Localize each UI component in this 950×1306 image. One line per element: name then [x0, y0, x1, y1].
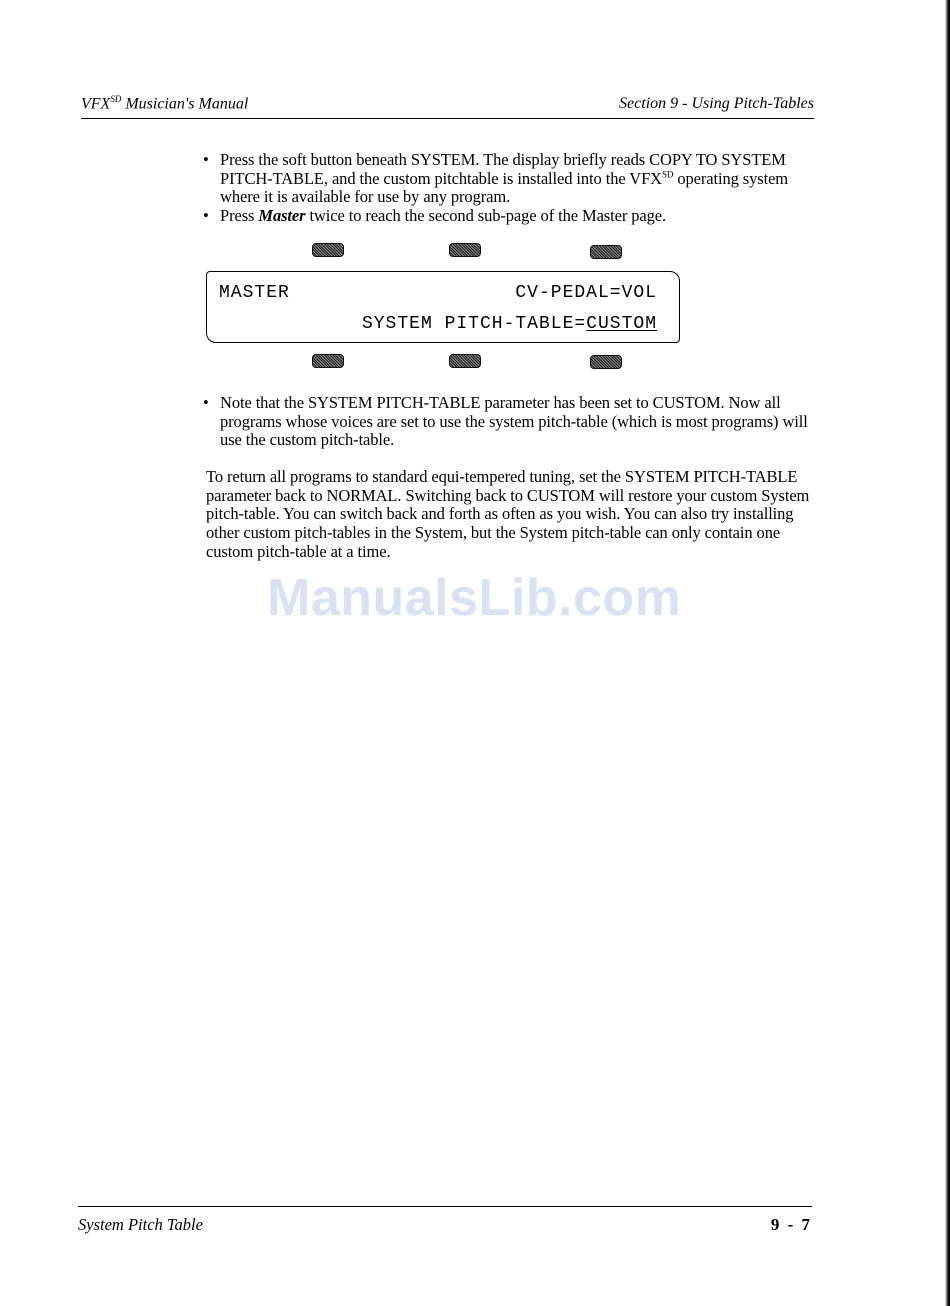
- lcd-cv-pedal-param: CV-PEDAL=VOL: [515, 283, 657, 303]
- bullet-note-custom: • Note that the SYSTEM PITCH-TABLE parameter has been set to CUSTOM. Now all programs whose voices are set to use the system pitch-table (which is most programs) will use the custom pitch-table.: [203, 393, 808, 449]
- page-header: [81, 92, 814, 119]
- bullet-dot: •: [203, 205, 209, 225]
- lcd-pitch-table-param: SYSTEM PITCH-TABLE=CUSTOM: [361, 314, 657, 334]
- watermark-logo: ManualsLib.com: [267, 569, 682, 627]
- bullet-press-system: • Press the soft button beneath SYSTEM. The display briefly reads COPY TO SYSTEM PITCH-TABLE, and the custom pitchtable is installed into the $VFX^{SD}$ operating system where it is available for use by any program.: [203, 150, 789, 206]
- lcd-page-name: MASTER: [219, 283, 290, 303]
- soft-button-bottom-3: [590, 355, 622, 369]
- footer-chapter-title: System Pitch Table: [78, 1215, 203, 1234]
- page-number: 9 - 7: [770, 1215, 812, 1234]
- soft-button-top-2: [449, 243, 481, 257]
- instruction-list-bottom: [203, 394, 818, 450]
- soft-button-bottom-1: [312, 354, 344, 368]
- header-section-title: Section 9 - Using Pitch-Tables: [619, 95, 814, 112]
- return-tuning-paragraph: To return all programs to standard equi-tempered tuning, set the SYSTEM PITCH-TABLE parameter back to NORMAL. Switching back to CUSTOM will restore your custom System pitch-table. You can switch back and forth as often as you wish. You can also try installing other custom pitch-tables in the System, but the System pitch-table can only contain one custom pitch-table at a time.: [206, 467, 810, 561]
- lcd-display: [206, 271, 680, 343]
- header-manual-title: $VFX^{SD}$ Musician's Manual: [81, 94, 249, 113]
- page-footer: [78, 1206, 812, 1237]
- bullet-press-master: • Press Master twice to reach the second sub-page of the Master page.: [203, 205, 667, 225]
- page-edge-shadow: [945, 0, 950, 1306]
- instruction-list-top: [203, 151, 818, 225]
- bullet-dot: •: [203, 393, 209, 412]
- soft-button-bottom-2: [449, 354, 481, 368]
- soft-button-top-1: [312, 243, 344, 257]
- soft-button-top-3: [590, 245, 622, 259]
- bullet-dot: •: [203, 150, 209, 169]
- lcd-pitch-table-value: CUSTOM: [586, 314, 657, 334]
